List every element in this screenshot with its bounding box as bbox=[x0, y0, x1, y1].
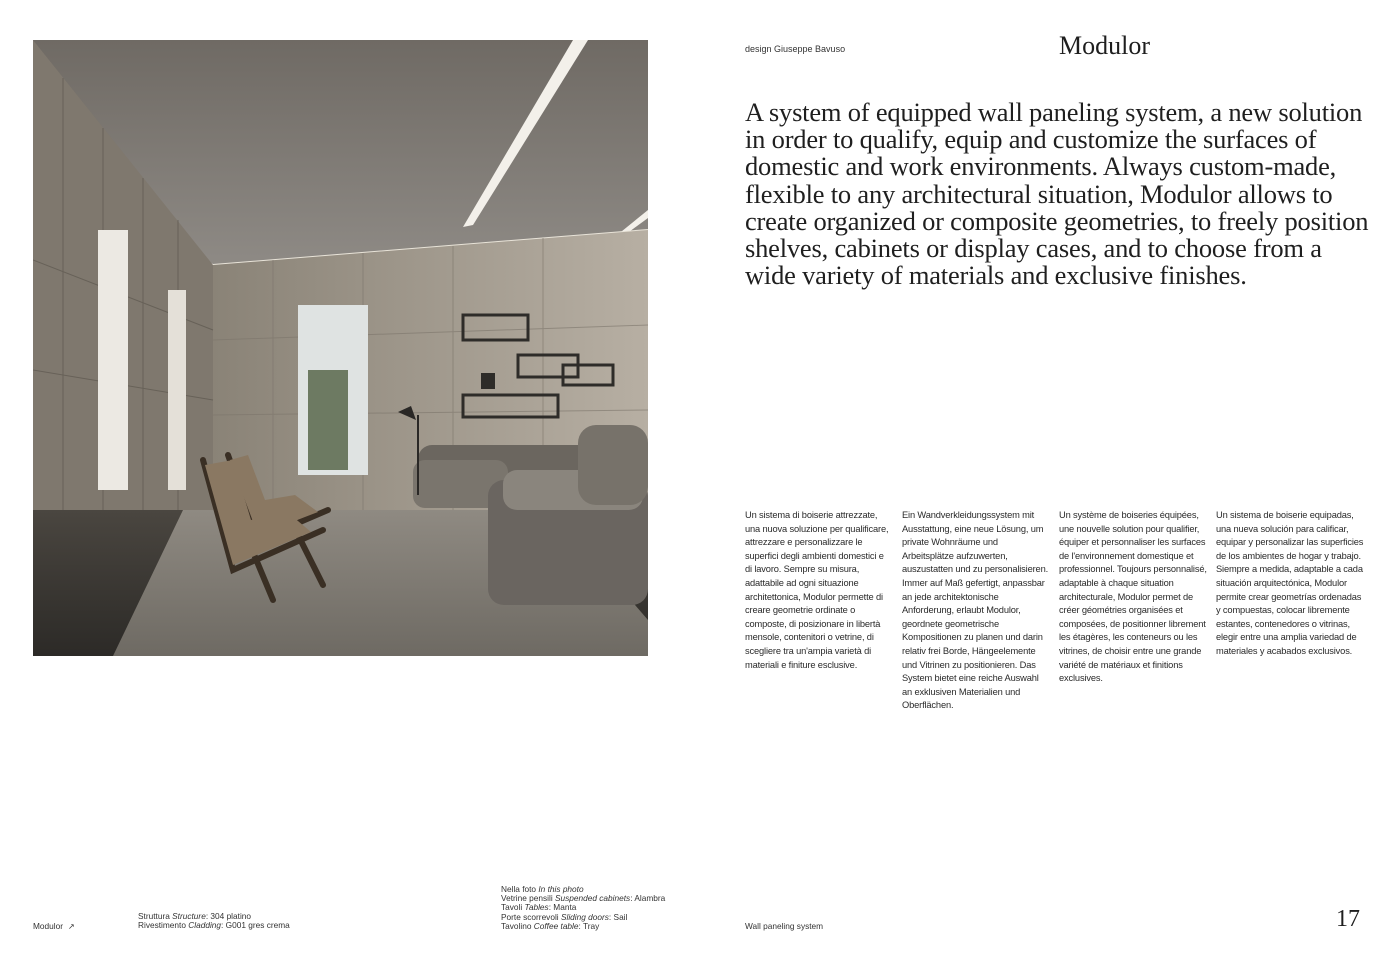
coffee-table-credit: Tavolino Coffee table: Tray bbox=[501, 920, 600, 931]
footer-product-link[interactable] bbox=[33, 922, 75, 931]
photo-credits bbox=[501, 885, 665, 931]
interior-photo-icon bbox=[33, 40, 648, 656]
material-credits bbox=[138, 912, 290, 930]
interior-photo bbox=[33, 40, 648, 656]
tables-credit: Tavoli Tables: Manta bbox=[501, 902, 577, 913]
photo-credits-intro: Nella foto In this photo bbox=[501, 884, 584, 894]
structure-credit: Struttura Structure: 304 platino bbox=[138, 911, 252, 921]
cabinets-credit: Vetrine pensili Suspended cabinets: Alambra bbox=[501, 893, 666, 904]
column-italian: Un sistema di boiserie attrezzate, una nuova soluzione per qualificare, attrezzare e personalizzare le superfici degli ambienti domestici e di lavoro. Sempre su misura, adattabile ad ogni situazione architettonica, Modulor permette di creare geometrie ordinate o composte, di posizionare in libertà mensole, contenitori o vetrine, di scegliere tra un'ampia varietà di materiali e finiture esclusive. bbox=[745, 510, 889, 670]
translation-columns bbox=[745, 509, 1365, 719]
column-german: Ein Wandverkleidungssystem mit Ausstattung, eine neue Lösung, um private Wohnräume und Arbeitsplätze aufzuwerten, auszustatten und zu personalisieren. Immer auf Maß gefertigt, anpassbar an jede architektonische Anforderung, erlaubt Modulor, geordnete geometrische Kompositionen zu planen und darin relativ frei Borde, Hängeelemente und Vitrinen zu positionieren. Das System bietet eine reiche Auswahl an exklusiven Materialien und Oberflächen. bbox=[902, 510, 1049, 711]
cladding-credit: Rivestimento Cladding: G001 gres crema bbox=[138, 920, 290, 931]
footer-section-label: Wall paneling system bbox=[745, 921, 824, 931]
arrow-northeast-icon: ↗ bbox=[67, 922, 75, 931]
doors-credit: Porte scorrevoli Sliding doors: Sail bbox=[501, 911, 628, 922]
page-title: Modulor bbox=[1059, 31, 1150, 60]
designer-credit: design Giuseppe Bavuso bbox=[745, 44, 846, 54]
lead-paragraph: A system of equipped wall paneling system, a new solution in order to qualify, equip and customize the surfaces of domestic and work environments. Always custom-made, flexible to any architectural situation, Modulor allows to create organized or composite geometries, to freely position shelves, cabinets or display cases, and to choose from a wide variety of materials and exclusive finishes. bbox=[745, 97, 1369, 291]
page-number: 17 bbox=[1336, 906, 1360, 932]
column-french: Un système de boiseries équipées, une nouvelle solution pour qualifier, équiper et personnaliser les surfaces de l'environnement domestique et professionnel. Toujours personnalisé, adaptable à chaque situation architecturale, Modulor permet de créer géométries organisées et composées, de positionner librement les étagères, les conteneurs ou les vitrines, de choisir entre une grande variété de matériaux et finitions exclusives. bbox=[1059, 510, 1207, 684]
footer-product-label: Modulor bbox=[33, 921, 63, 931]
column-spanish: Un sistema de boiserie equipadas, una nueva solución para calificar, equipar y personalizar las superficies de los ambientes de hogar y trabajo. Siempre a medida, adaptable a cada situación arquitectónica, Modulor permite crear geometrías ordenadas y compuestas, colocar libremente estantes, contenedores o vitrinas, elegir entre una amplia variedad de materiales y acabados exclusivos. bbox=[1216, 510, 1364, 656]
